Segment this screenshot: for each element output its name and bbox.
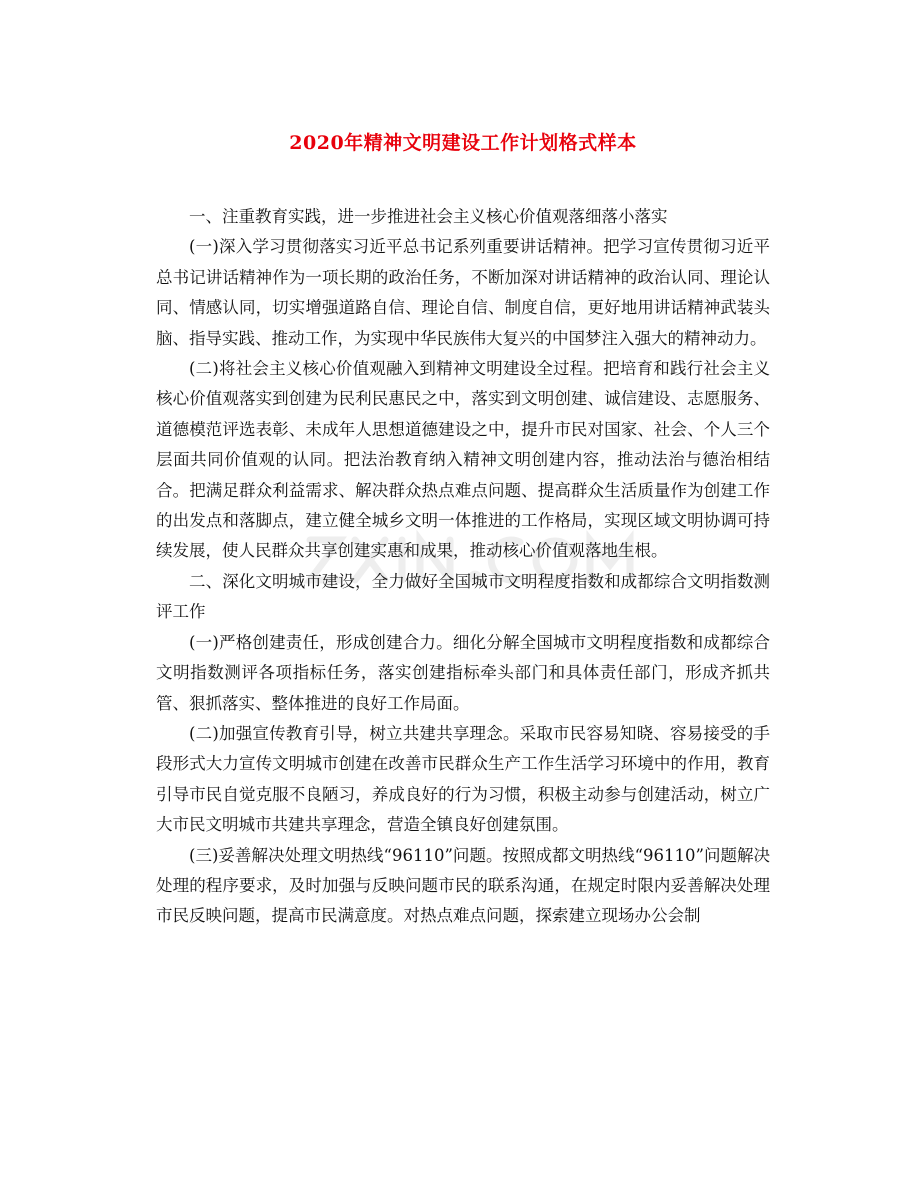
paragraph: (一)严格创建责任，形成创建合力。细化分解全国城市文明程度指数和成都综合文明指数测评各项指标任务，落实创建指标牵头部门和具体责任部门，形成齐抓共管、狠抓落实、整体推进的良好工作局面。 bbox=[156, 632, 770, 713]
document-title: 2020年精神文明建设工作计划格式样本 bbox=[289, 132, 637, 154]
paragraph: (三)妥善解决处理文明热线“96110”问题。按照成都文明热线“96110”问题解决处理的程序要求，及时加强与反映问题市民的联系沟通，在规定时限内妥善解决处理市民反映问题，提高市民满意度。对热点难点问题，探索建立现场办公会制 bbox=[156, 845, 770, 926]
paragraph: (二)将社会主义核心价值观融入到精神文明建设全过程。把培育和践行社会主义核心价值观落实到创建为民利民惠民之中，落实到文明创建、诚信建设、志愿服务、道德模范评选表彰、未成年人思想道德建设之中，提升市民对国家、社会、个人三个层面共同价值观的认同。把法治教育纳入精神文明创建内容，推动法治与德治相结合。把满足群众利益需求、解决群众热点难点问题、提高群众生活质量作为创建工作的出发点和落脚点，建立健全城乡文明一体推进的工作格局，实现区域文明协调可持续发展，使人民群众共享创建实惠和成果，推动核心价值观落地生根。 bbox=[156, 359, 770, 561]
paragraph: (一)深入学习贯彻落实习近平总书记系列重要讲话精神。把学习宣传贯彻习近平总书记讲话精神作为一项长期的政治任务，不断加深对讲话精神的政治认同、理论认同、情感认同，切实增强道路自信、理论自信、制度自信，更好地用讲话精神武装头脑、指导实践、推动工作，为实现中华民族伟大复兴的中国梦注入强大的精神动力。 bbox=[156, 237, 770, 348]
paragraph-section-heading: 二、深化文明城市建设，全力做好全国城市文明程度指数和成都综合文明指数测评工作 bbox=[156, 571, 770, 622]
paragraph: (二)加强宣传教育引导，树立共建共享理念。采取市民容易知晓、容易接受的手段形式大力宣传文明城市创建在改善市民群众生产工作生活学习环境中的作用，教育引导市民自觉克服不良陋习，养成良好的行为习惯，积极主动参与创建活动，树立广大市民文明城市共建共享理念，营造全镇良好创建氛围。 bbox=[156, 723, 770, 835]
paragraph-section-heading: 一、注重教育实践，进一步推进社会主义核心价值观落细落小落实 bbox=[189, 207, 668, 226]
document-body bbox=[156, 202, 770, 932]
